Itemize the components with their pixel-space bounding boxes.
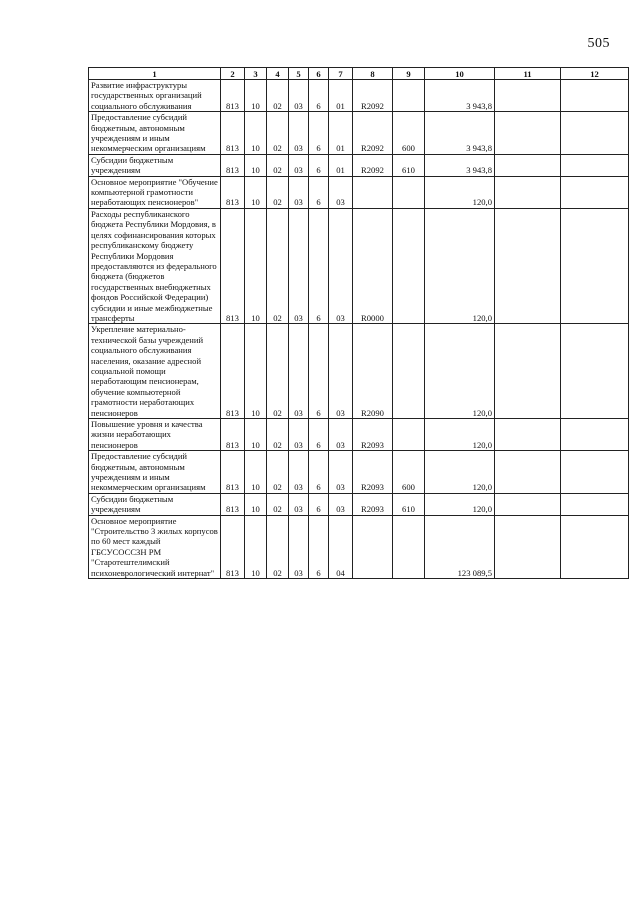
cell-ministry: 813 [221, 515, 245, 578]
cell-subsection: 02 [267, 324, 289, 419]
cell-col11 [495, 154, 561, 176]
cell-col12 [561, 176, 629, 208]
cell-col11 [495, 208, 561, 323]
cell-program: 03 [289, 176, 309, 208]
cell-section: 10 [245, 324, 267, 419]
cell-expense-type: 600 [393, 451, 425, 494]
cell-expense-type [393, 324, 425, 419]
cell-measure: 03 [329, 451, 353, 494]
cell-col11 [495, 176, 561, 208]
cell-expense-type [393, 208, 425, 323]
table-header-row [89, 68, 629, 80]
cell-ministry: 813 [221, 493, 245, 515]
cell-section: 10 [245, 176, 267, 208]
page-number: 505 [587, 36, 610, 51]
table-row [89, 208, 629, 323]
item-name: Предоставление субсидий бюджетным, автономным учреждениям и иным некоммерческим организациям [89, 112, 221, 155]
cell-col11 [495, 493, 561, 515]
cell-section: 10 [245, 112, 267, 155]
table-row [89, 154, 629, 176]
item-name: Субсидии бюджетным учреждениям [89, 493, 221, 515]
col-header: 7 [329, 68, 353, 80]
col-header: 3 [245, 68, 267, 80]
cell-col12 [561, 493, 629, 515]
cell-direction: R2093 [353, 419, 393, 451]
table-row [89, 515, 629, 578]
cell-direction: R2092 [353, 154, 393, 176]
col-header: 9 [393, 68, 425, 80]
cell-measure: 01 [329, 154, 353, 176]
cell-section: 10 [245, 451, 267, 494]
col-header: 12 [561, 68, 629, 80]
cell-subprogram: 6 [309, 208, 329, 323]
cell-amount: 3 943,8 [425, 154, 495, 176]
col-header: 4 [267, 68, 289, 80]
cell-col12 [561, 208, 629, 323]
cell-subsection: 02 [267, 80, 289, 112]
cell-section: 10 [245, 419, 267, 451]
cell-direction [353, 176, 393, 208]
cell-expense-type: 610 [393, 493, 425, 515]
cell-subsection: 02 [267, 515, 289, 578]
cell-subsection: 02 [267, 451, 289, 494]
cell-col12 [561, 419, 629, 451]
col-header: 11 [495, 68, 561, 80]
table-row [89, 80, 629, 112]
item-name: Субсидии бюджетным учреждениям [89, 154, 221, 176]
cell-direction [353, 515, 393, 578]
cell-col11 [495, 451, 561, 494]
cell-program: 03 [289, 493, 309, 515]
item-name: Основное мероприятие "Строительство 3 жилых корпусов по 60 мест каждый ГБСУСОССЗН РМ "Старотештелимский психоневрологический интернат" [89, 515, 221, 578]
cell-program: 03 [289, 112, 309, 155]
cell-program: 03 [289, 419, 309, 451]
item-name: Основное мероприятие "Обучение компьютерной грамотности неработающих пенсионеров" [89, 176, 221, 208]
item-name: Расходы республиканского бюджета Республики Мордовия, в целях софинансирования которых республиканскому бюджету Республики Мордовия предоставляются из федерального бюджета (бюджетов государственных внебюджетных фондов Российской Федерации) субсидии и иные межбюджетные трансферты [89, 208, 221, 323]
cell-section: 10 [245, 515, 267, 578]
cell-direction: R2092 [353, 80, 393, 112]
cell-col11 [495, 419, 561, 451]
cell-section: 10 [245, 493, 267, 515]
cell-measure: 03 [329, 493, 353, 515]
cell-amount: 120,0 [425, 451, 495, 494]
cell-program: 03 [289, 324, 309, 419]
cell-program: 03 [289, 80, 309, 112]
cell-ministry: 813 [221, 324, 245, 419]
cell-expense-type [393, 515, 425, 578]
cell-subprogram: 6 [309, 80, 329, 112]
cell-amount: 120,0 [425, 208, 495, 323]
cell-col11 [495, 324, 561, 419]
cell-subsection: 02 [267, 493, 289, 515]
cell-col11 [495, 515, 561, 578]
cell-measure: 01 [329, 112, 353, 155]
cell-col12 [561, 112, 629, 155]
cell-direction: R2092 [353, 112, 393, 155]
cell-section: 10 [245, 154, 267, 176]
cell-col12 [561, 154, 629, 176]
col-header: 10 [425, 68, 495, 80]
cell-subprogram: 6 [309, 176, 329, 208]
cell-direction: R2093 [353, 451, 393, 494]
cell-subsection: 02 [267, 112, 289, 155]
cell-program: 03 [289, 451, 309, 494]
cell-program: 03 [289, 154, 309, 176]
cell-subprogram: 6 [309, 419, 329, 451]
cell-subprogram: 6 [309, 154, 329, 176]
cell-program: 03 [289, 208, 309, 323]
table-row [89, 451, 629, 494]
cell-col11 [495, 112, 561, 155]
cell-col12 [561, 324, 629, 419]
table-row [89, 176, 629, 208]
cell-subprogram: 6 [309, 493, 329, 515]
col-header: 5 [289, 68, 309, 80]
cell-amount: 120,0 [425, 419, 495, 451]
cell-measure: 03 [329, 176, 353, 208]
item-name: Повышение уровня и качества жизни неработающих пенсионеров [89, 419, 221, 451]
table-row [89, 493, 629, 515]
cell-section: 10 [245, 80, 267, 112]
cell-direction: R0000 [353, 208, 393, 323]
cell-col12 [561, 451, 629, 494]
cell-subprogram: 6 [309, 451, 329, 494]
cell-expense-type: 610 [393, 154, 425, 176]
cell-ministry: 813 [221, 80, 245, 112]
cell-amount: 3 943,8 [425, 112, 495, 155]
cell-ministry: 813 [221, 208, 245, 323]
cell-ministry: 813 [221, 451, 245, 494]
cell-subsection: 02 [267, 176, 289, 208]
col-header: 2 [221, 68, 245, 80]
col-header: 8 [353, 68, 393, 80]
cell-expense-type [393, 419, 425, 451]
cell-direction: R2093 [353, 493, 393, 515]
cell-measure: 03 [329, 208, 353, 323]
cell-subprogram: 6 [309, 324, 329, 419]
cell-expense-type: 600 [393, 112, 425, 155]
cell-subsection: 02 [267, 154, 289, 176]
col-header: 6 [309, 68, 329, 80]
cell-expense-type [393, 80, 425, 112]
item-name: Развитие инфраструктуры государственных организаций социального обслуживания [89, 80, 221, 112]
budget-table [88, 67, 629, 579]
cell-amount: 3 943,8 [425, 80, 495, 112]
cell-ministry: 813 [221, 419, 245, 451]
table-row [89, 419, 629, 451]
item-name: Предоставление субсидий бюджетным, автономным учреждениям и иным некоммерческим организациям [89, 451, 221, 494]
cell-measure: 04 [329, 515, 353, 578]
cell-ministry: 813 [221, 176, 245, 208]
cell-expense-type [393, 176, 425, 208]
table-row [89, 112, 629, 155]
col-header: 1 [89, 68, 221, 80]
cell-col11 [495, 80, 561, 112]
cell-amount: 123 089,5 [425, 515, 495, 578]
cell-subsection: 02 [267, 208, 289, 323]
cell-section: 10 [245, 208, 267, 323]
cell-ministry: 813 [221, 154, 245, 176]
cell-col12 [561, 80, 629, 112]
cell-amount: 120,0 [425, 176, 495, 208]
cell-measure: 01 [329, 80, 353, 112]
item-name: Укрепление материально-технической базы учреждений социального обслуживания населения, оказание адресной социальной помощи неработающим пенсионерам, обучение компьютерной грамотности неработающих пенсионеров [89, 324, 221, 419]
cell-amount: 120,0 [425, 324, 495, 419]
cell-subprogram: 6 [309, 515, 329, 578]
cell-subsection: 02 [267, 419, 289, 451]
table-row [89, 324, 629, 419]
cell-direction: R2090 [353, 324, 393, 419]
cell-program: 03 [289, 515, 309, 578]
cell-measure: 03 [329, 324, 353, 419]
cell-measure: 03 [329, 419, 353, 451]
cell-amount: 120,0 [425, 493, 495, 515]
cell-col12 [561, 515, 629, 578]
cell-subprogram: 6 [309, 112, 329, 155]
cell-ministry: 813 [221, 112, 245, 155]
